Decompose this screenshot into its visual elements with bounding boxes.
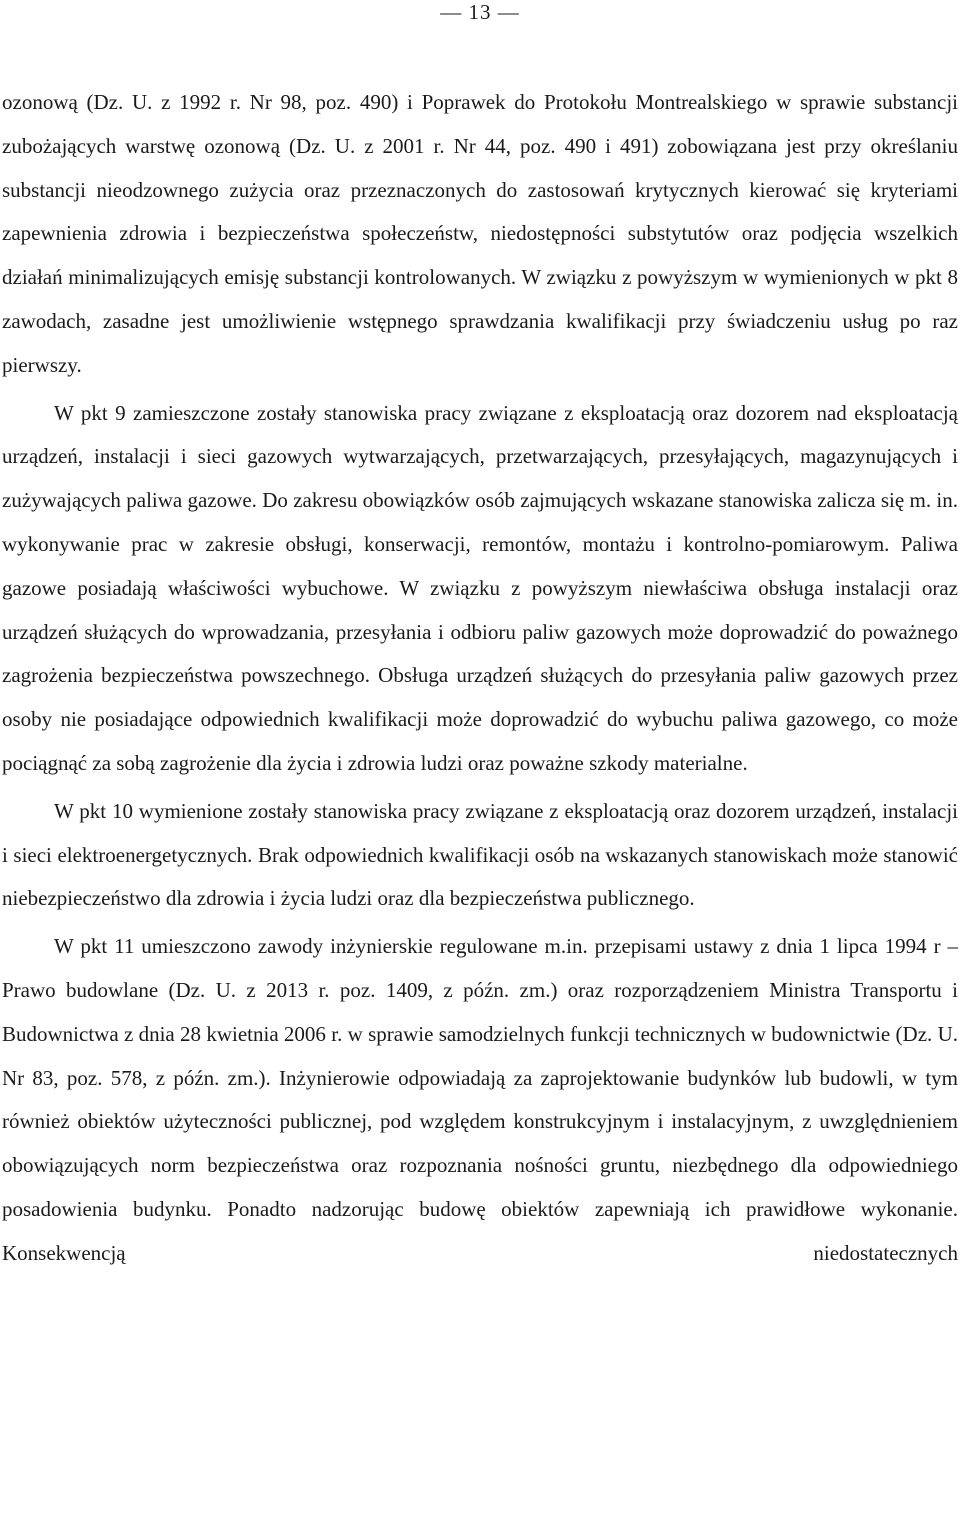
paragraph-pkt-10: W pkt 10 wymienione zostały stanowiska pracy związane z eksploatacją oraz dozorem urządzeń, instalacji i sieci elektroenergetycznych. Brak odpowiednich kwalifikacji osób na wskazanych stanowiskach może stanowić niebezpieczeństwo dla zdrowia i życia ludzi oraz dla bezpieczeństwa publicznego. xyxy=(2,798,958,911)
document-body xyxy=(2,81,958,1276)
paragraph-pkt-9: W pkt 9 zamieszczone zostały stanowiska pracy związane z eksploatacją oraz dozorem nad eksploatacją urządzeń, instalacji i sieci gazowych wytwarzających, przetwarzających, przesyłających, magazynujących i zużywających paliwa gazowe. Do zakresu obowiązków osób zajmujących wskazane stanowiska zalicza się m. in. wykonywanie prac w zakresie obsługi, konserwacji, remontów, montażu i kontrolno-pomiarowym. Paliwa gazowe posiadają właściwości wybuchowe. W związku z powyższym niewłaściwa obsługa instalacji oraz urządzeń służących do wprowadzania, przesyłania i odbioru paliw gazowych może doprowadzić do poważnego zagrożenia bezpieczeństwa powszechnego. Obsługa urządzeń służących do przesyłania paliw gazowych przez osoby nie posiadające odpowiednich kwalifikacji może doprowadzić do wybuchu paliwa gazowego, co może pociągnąć za sobą zagrożenie dla życia i zdrowia ludzi oraz poważne szkody materialne. xyxy=(2,400,958,775)
paragraph-pkt-11: W pkt 11 umieszczono zawody inżynierskie regulowane m.in. przepisami ustawy z dnia 1 lipca 1994 r – Prawo budowlane (Dz. U. z 2013 r. poz. 1409, z późn. zm.) oraz rozporządzeniem Ministra Transportu i Budownictwa z dnia 28 kwietnia 2006 r. w sprawie samodzielnych funkcji technicznych w budownictwie (Dz. U. Nr 83, poz. 578, z późn. zm.). Inżynierowie odpowiadają za zaprojektowanie budynków lub budowli, w tym również obiektów użyteczności publicznej, pod względem konstrukcyjnym i instalacyjnym, z uwzględnieniem obowiązujących norm bezpieczeństwa oraz rozpoznania nośności gruntu, niezbędnego dla odpowiedniego posadowienia budynku. Ponadto nadzorując budowę obiektów zapewniają ich prawidłowe wykonanie. Konsekwencją niedostatecznych xyxy=(2,934,958,1265)
page-number: — 13 — xyxy=(440,0,520,24)
paragraph-continuation: ozonową (Dz. U. z 1992 r. Nr 98, poz. 490) i Poprawek do Protokołu Montrealskiego w sprawie substancji zubożających warstwę ozonową (Dz. U. z 2001 r. Nr 44, poz. 490 i 491) zobowiązana jest przy określaniu substancji nieodzownego zużycia oraz przeznaczonych do zastosowań krytycznych kierować się kryteriami zapewnienia zdrowia i bezpieczeństwa społeczeństw, niedostępności substytutów oraz podjęcia wszelkich działań minimalizujących emisję substancji kontrolowanych. W związku z powyższym w wymienionych w pkt 8 zawodach, zasadne jest umożliwienie wstępnego sprawdzania kwalifikacji przy świadczeniu usług po raz pierwszy. xyxy=(2,90,958,377)
